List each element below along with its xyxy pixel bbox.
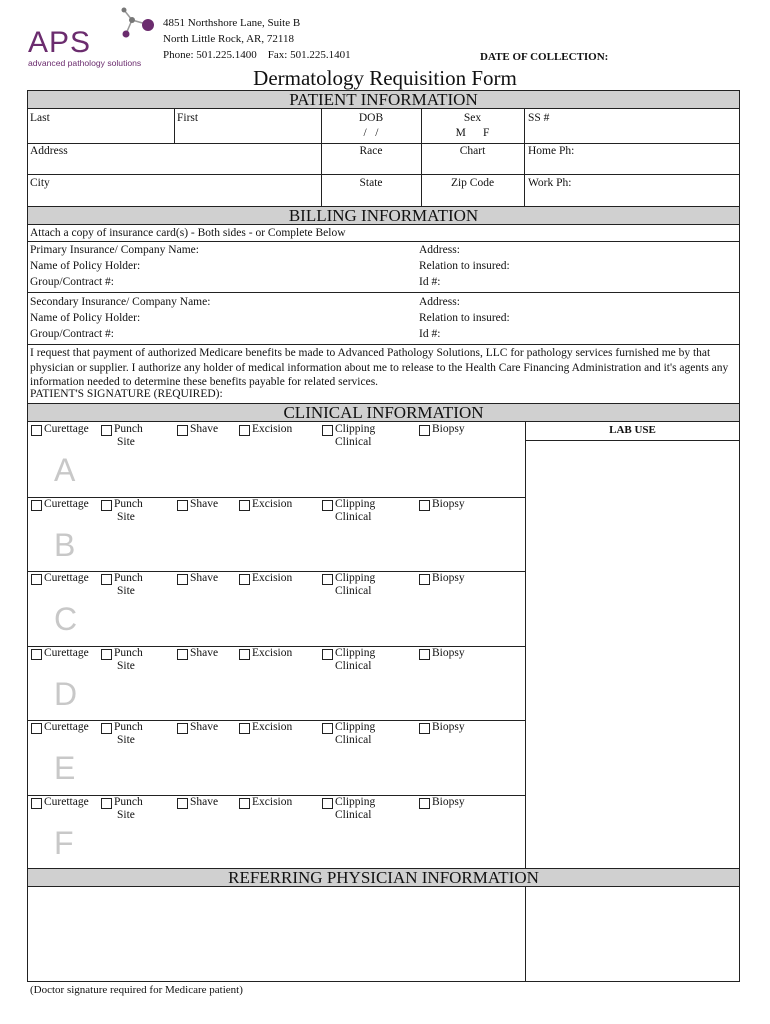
clipping-clinical-option-f[interactable] — [322, 796, 375, 822]
biopsy-option-b[interactable] — [419, 498, 465, 511]
curettage-label — [44, 721, 89, 734]
ss-field[interactable]: SS # — [528, 112, 550, 124]
biopsy-checkbox[interactable] — [419, 574, 430, 585]
clipping-clinical-checkbox[interactable] — [322, 574, 333, 585]
clipping-clinical-label — [335, 423, 375, 449]
punch-site-checkbox[interactable] — [101, 574, 112, 585]
shave-option-f[interactable] — [177, 796, 218, 809]
specimen-letter: A — [54, 452, 76, 488]
curettage-checkbox[interactable] — [31, 574, 42, 585]
secondary-insurance-name-field[interactable]: Secondary Insurance/ Company Name: — [30, 296, 211, 308]
medicare-authorization-text: I request that payment of authorized Medicare benefits be made to Advanced Pathology Solutions, LLC for pathology services furnished me by that physician or supplier. I authorize any holder of medical information about me to release to the Health Care Financing Administration and it's agents any information needed to determine these benefits payable for related services. — [30, 347, 729, 388]
excision-label — [252, 647, 292, 660]
curettage-label — [44, 647, 89, 660]
clipping-clinical-label-line-2: Clinical — [335, 585, 372, 597]
clipping-clinical-checkbox[interactable] — [322, 500, 333, 511]
city-field[interactable]: City — [30, 177, 50, 189]
shave-checkbox[interactable] — [177, 798, 188, 809]
secondary-address-field[interactable]: Address: — [419, 296, 460, 308]
shave-label-line: Shave — [190, 572, 219, 584]
clipping-clinical-option-b[interactable] — [322, 498, 375, 524]
patient-signature-field[interactable]: PATIENT'S SIGNATURE (REQUIRED): — [30, 388, 223, 400]
primary-insurance-name-field[interactable]: Primary Insurance/ Company Name: — [30, 244, 199, 256]
excision-checkbox[interactable] — [239, 649, 250, 660]
excision-label — [252, 572, 292, 585]
shave-label-line: Shave — [190, 795, 219, 808]
curettage-label — [44, 423, 89, 436]
curettage-label — [44, 498, 89, 511]
specimen-letter: D — [54, 675, 78, 712]
punch-site-checkbox[interactable] — [101, 425, 112, 436]
home-phone-field[interactable]: Home Ph: — [528, 145, 575, 157]
excision-option-b[interactable] — [239, 498, 292, 511]
address-field[interactable]: Address — [30, 145, 68, 157]
curettage-label-line: Curettage — [44, 497, 89, 510]
punch-site-checkbox[interactable] — [101, 798, 112, 809]
shave-checkbox[interactable] — [177, 723, 188, 734]
shave-label — [190, 423, 218, 436]
shave-option-d[interactable] — [177, 647, 218, 660]
work-phone-field[interactable]: Work Ph: — [528, 177, 572, 189]
specimen-letter: C — [54, 601, 78, 637]
patient-section-header: PATIENT INFORMATION — [27, 90, 740, 109]
punch-site-label-line: Punch — [114, 795, 143, 808]
primary-id-field[interactable]: Id #: — [419, 276, 441, 288]
clipping-clinical-label-line-2: Clinical — [335, 808, 372, 821]
biopsy-label — [432, 796, 465, 809]
punch-site-label — [114, 572, 143, 598]
biopsy-label-line: Biopsy — [432, 423, 465, 435]
clipping-clinical-label-line-2: Clinical — [335, 510, 372, 523]
dob-field[interactable]: / / — [363, 127, 379, 139]
punch-site-label-line-2: Site — [117, 436, 135, 448]
biopsy-option-e[interactable] — [419, 721, 465, 734]
biopsy-option-d[interactable] — [419, 647, 465, 660]
clipping-clinical-checkbox[interactable] — [322, 649, 333, 660]
race-field[interactable]: Race — [359, 145, 383, 157]
shave-checkbox[interactable] — [177, 649, 188, 660]
curettage-option-e[interactable] — [31, 721, 89, 734]
doctor-signature-note: (Doctor signature required for Medicare patient) — [30, 984, 243, 996]
curettage-label — [44, 796, 89, 809]
punch-site-label-line: Punch — [114, 423, 143, 435]
physician-section-header: REFERRING PHYSICIAN INFORMATION — [27, 868, 740, 887]
biopsy-label — [432, 572, 465, 585]
punch-site-option-c[interactable] — [101, 572, 143, 598]
clipping-clinical-option-a[interactable] — [322, 423, 375, 449]
biopsy-checkbox[interactable] — [419, 500, 430, 511]
punch-site-label — [114, 796, 143, 822]
clipping-clinical-label — [335, 572, 375, 598]
punch-site-label-line-2: Site — [117, 734, 135, 746]
primary-group-field[interactable]: Group/Contract #: — [30, 276, 114, 288]
excision-label — [252, 423, 292, 436]
punch-site-option-b[interactable] — [101, 498, 143, 524]
clipping-clinical-label-line-2: Clinical — [335, 659, 372, 672]
clipping-clinical-label-line-2: Clinical — [335, 436, 372, 448]
primary-relation-field[interactable]: Relation to insured: — [419, 260, 510, 272]
excision-label-line: Excision — [252, 497, 293, 510]
punch-site-option-e[interactable] — [101, 721, 143, 747]
excision-checkbox[interactable] — [239, 798, 250, 809]
clipping-clinical-option-d[interactable] — [322, 647, 375, 673]
last-name-field[interactable]: Last — [30, 112, 50, 124]
biopsy-checkbox[interactable] — [419, 425, 430, 436]
biopsy-option-c[interactable] — [419, 572, 465, 585]
insurance-attach-note: Attach a copy of insurance card(s) - Both sides - or Complete Below — [30, 227, 346, 239]
shave-label-line: Shave — [190, 497, 219, 510]
biopsy-option-a[interactable] — [419, 423, 465, 436]
punch-site-option-f[interactable] — [101, 796, 143, 822]
excision-checkbox[interactable] — [239, 500, 250, 511]
curettage-checkbox[interactable] — [31, 798, 42, 809]
clipping-clinical-label-line: Clipping — [335, 795, 376, 808]
logo-tagline: advanced pathology solutions — [28, 58, 142, 68]
state-field[interactable]: State — [359, 177, 383, 189]
curettage-checkbox[interactable] — [31, 500, 42, 511]
excision-checkbox[interactable] — [239, 723, 250, 734]
curettage-option-c[interactable] — [31, 572, 89, 585]
curettage-label — [44, 572, 89, 585]
clipping-clinical-label-line: Clipping — [335, 423, 376, 435]
punch-site-label-line: Punch — [114, 721, 143, 733]
zip-field[interactable]: Zip Code — [450, 177, 495, 189]
clipping-clinical-label-line: Clipping — [335, 646, 376, 659]
punch-site-label-line: Punch — [114, 497, 143, 510]
shave-label-line: Shave — [190, 423, 219, 435]
curettage-label-line: Curettage — [44, 423, 89, 435]
lab-use-label: LAB USE — [609, 424, 656, 436]
excision-option-a[interactable] — [239, 423, 292, 436]
punch-site-label-line-2: Site — [117, 585, 135, 597]
punch-site-label — [114, 647, 143, 673]
biopsy-label-line: Biopsy — [432, 497, 465, 510]
shave-checkbox[interactable] — [177, 425, 188, 436]
excision-label-line: Excision — [252, 795, 293, 808]
curettage-label-line: Curettage — [44, 795, 89, 808]
address-line-2: North Little Rock, AR, 72118 — [163, 33, 294, 45]
primary-policy-holder-field[interactable]: Name of Policy Holder: — [30, 260, 141, 272]
excision-checkbox[interactable] — [239, 425, 250, 436]
biopsy-label — [432, 721, 465, 734]
logo-text: APS — [28, 26, 92, 59]
specimen-letter: B — [54, 526, 76, 563]
clipping-clinical-option-e[interactable] — [322, 721, 375, 747]
punch-site-label — [114, 498, 143, 524]
biopsy-label-line: Biopsy — [432, 795, 465, 808]
date-of-collection-label: DATE OF COLLECTION: — [480, 51, 609, 63]
dob-label: DOB — [358, 112, 384, 124]
shave-label — [190, 498, 218, 511]
specimen-letter: E — [54, 750, 76, 786]
biopsy-label-line: Biopsy — [432, 646, 465, 659]
excision-label — [252, 498, 292, 511]
excision-option-e[interactable] — [239, 721, 292, 734]
clipping-clinical-checkbox[interactable] — [322, 425, 333, 436]
curettage-checkbox[interactable] — [31, 649, 42, 660]
punch-site-checkbox[interactable] — [101, 500, 112, 511]
shave-label — [190, 647, 218, 660]
billing-section-header: BILLING INFORMATION — [27, 206, 740, 225]
clipping-clinical-checkbox[interactable] — [322, 798, 333, 809]
clipping-clinical-label — [335, 498, 375, 524]
excision-option-f[interactable] — [239, 796, 292, 809]
shave-label — [190, 721, 218, 734]
curettage-label-line: Curettage — [44, 721, 89, 733]
clipping-clinical-label — [335, 796, 375, 822]
punch-site-label-line-2: Site — [117, 510, 135, 523]
molecule-icon — [116, 4, 160, 44]
shave-option-e[interactable] — [177, 721, 218, 734]
excision-label-line: Excision — [252, 572, 293, 584]
excision-label-line: Excision — [252, 423, 293, 435]
biopsy-label — [432, 498, 465, 511]
clipping-clinical-option-c[interactable] — [322, 572, 375, 598]
curettage-option-a[interactable] — [31, 423, 89, 436]
curettage-option-d[interactable] — [31, 647, 89, 660]
clipping-clinical-label — [335, 647, 375, 673]
clipping-clinical-label-line: Clipping — [335, 721, 376, 733]
excision-label-line: Excision — [252, 646, 293, 659]
shave-checkbox[interactable] — [177, 500, 188, 511]
punch-site-label-line-2: Site — [117, 808, 135, 821]
punch-site-label-line: Punch — [114, 646, 143, 659]
form-title: Dermatology Requisition Form — [253, 66, 517, 90]
shave-option-a[interactable] — [177, 423, 218, 436]
secondary-policy-holder-field[interactable]: Name of Policy Holder: — [30, 312, 141, 324]
biopsy-label — [432, 647, 465, 660]
excision-label — [252, 796, 292, 809]
curettage-checkbox[interactable] — [31, 425, 42, 436]
specimen-letter: F — [54, 824, 74, 861]
biopsy-checkbox[interactable] — [419, 723, 430, 734]
first-name-field[interactable]: First — [177, 112, 199, 124]
punch-site-option-d[interactable] — [101, 647, 143, 673]
company-address — [163, 15, 351, 63]
shave-label-line: Shave — [190, 646, 219, 659]
punch-site-label-line-2: Site — [117, 659, 135, 672]
shave-label-line: Shave — [190, 721, 219, 733]
biopsy-checkbox[interactable] — [419, 649, 430, 660]
curettage-label-line: Curettage — [44, 646, 89, 659]
shave-checkbox[interactable] — [177, 574, 188, 585]
biopsy-label — [432, 423, 465, 436]
excision-option-d[interactable] — [239, 647, 292, 660]
clipping-clinical-label-line-2: Clinical — [335, 734, 372, 746]
secondary-group-field[interactable]: Group/Contract #: — [30, 328, 114, 340]
sex-options[interactable]: M F — [455, 127, 490, 139]
curettage-option-b[interactable] — [31, 498, 89, 511]
punch-site-label-line: Punch — [114, 572, 143, 584]
shave-option-c[interactable] — [177, 572, 218, 585]
clinical-section-header: CLINICAL INFORMATION — [27, 403, 740, 422]
clipping-clinical-checkbox[interactable] — [322, 723, 333, 734]
excision-checkbox[interactable] — [239, 574, 250, 585]
clipping-clinical-label-line: Clipping — [335, 497, 376, 510]
biopsy-checkbox[interactable] — [419, 798, 430, 809]
excision-label-line: Excision — [252, 721, 293, 733]
shave-label — [190, 796, 218, 809]
punch-site-checkbox[interactable] — [101, 723, 112, 734]
phone-fax: Phone: 501.225.1400 Fax: 501.225.1401 — [163, 49, 351, 61]
secondary-relation-field[interactable]: Relation to insured: — [419, 312, 510, 324]
chart-field[interactable]: Chart — [459, 145, 486, 157]
punch-site-label — [114, 721, 143, 747]
biopsy-label-line: Biopsy — [432, 572, 465, 584]
company-logo — [28, 8, 158, 68]
curettage-label-line: Curettage — [44, 572, 89, 584]
secondary-id-field[interactable]: Id #: — [419, 328, 441, 340]
clipping-clinical-label — [335, 721, 375, 747]
shave-label — [190, 572, 218, 585]
excision-option-c[interactable] — [239, 572, 292, 585]
sex-label: Sex — [463, 112, 482, 124]
curettage-option-f[interactable] — [31, 796, 89, 809]
curettage-checkbox[interactable] — [31, 723, 42, 734]
clipping-clinical-label-line: Clipping — [335, 572, 376, 584]
biopsy-option-f[interactable] — [419, 796, 465, 809]
address-line-1: 4851 Northshore Lane, Suite B — [163, 17, 301, 29]
biopsy-label-line: Biopsy — [432, 721, 465, 733]
punch-site-checkbox[interactable] — [101, 649, 112, 660]
punch-site-option-a[interactable] — [101, 423, 143, 449]
primary-address-field[interactable]: Address: — [419, 244, 460, 256]
shave-option-b[interactable] — [177, 498, 218, 511]
punch-site-label — [114, 423, 143, 449]
excision-label — [252, 721, 292, 734]
